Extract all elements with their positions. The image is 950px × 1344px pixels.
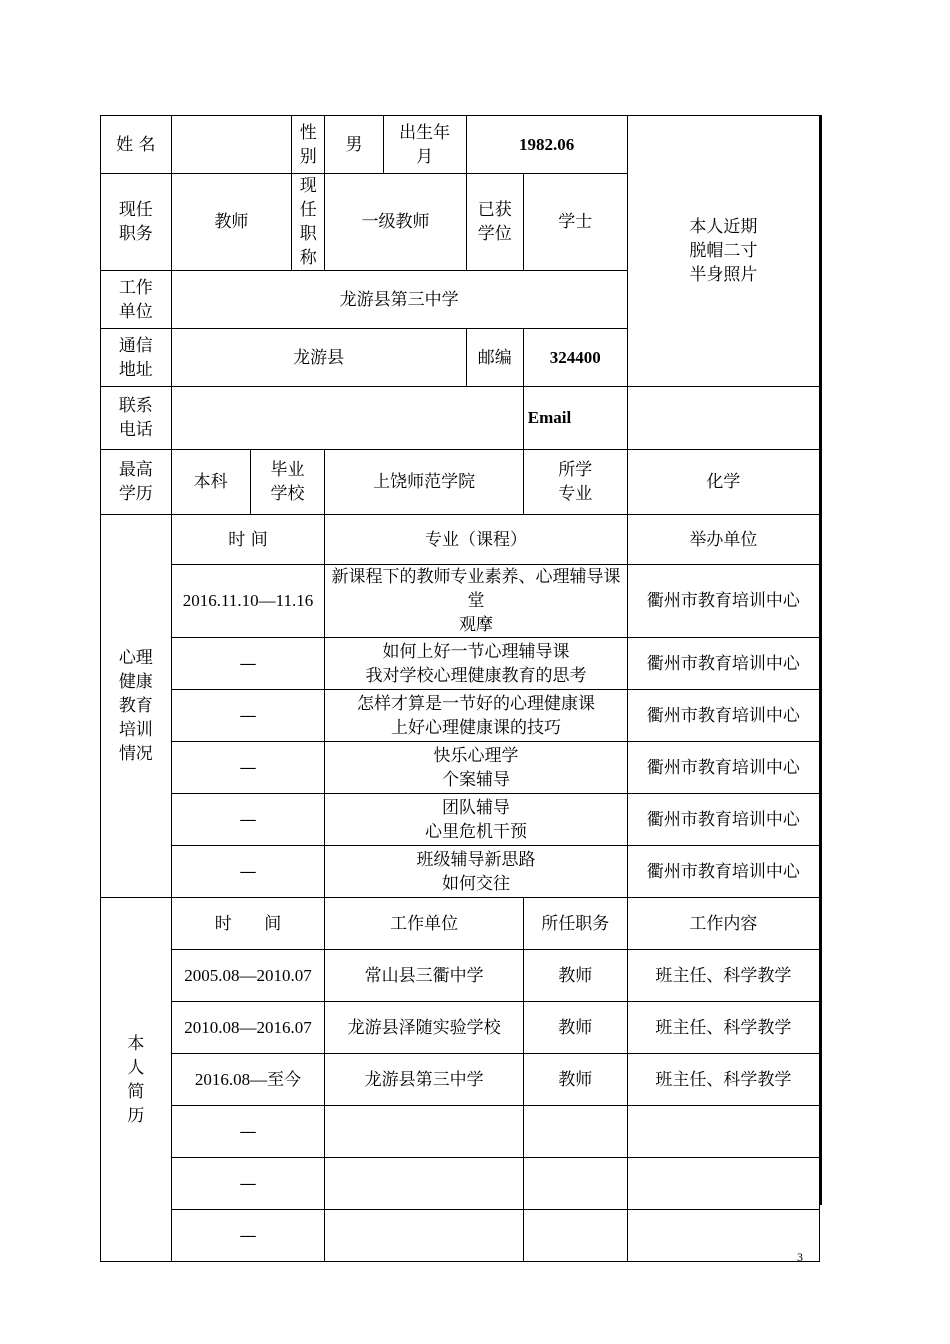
major-label: 所学 专业 <box>523 450 627 515</box>
resume-workplace: 龙游县第三中学 <box>325 1054 523 1106</box>
email-label: Email <box>523 387 627 450</box>
resume-position <box>523 1106 627 1158</box>
table-row <box>101 794 820 846</box>
training-time: — <box>171 846 325 898</box>
birth-label: 出生年 月 <box>383 116 466 174</box>
school-label: 毕业 学校 <box>250 450 325 515</box>
resume-content: 班主任、科学教学 <box>627 950 819 1002</box>
table-row <box>101 1002 820 1054</box>
row-contact <box>101 387 820 450</box>
resume-header-time: 时 间 <box>171 898 325 950</box>
resume-time: — <box>171 1210 325 1262</box>
degree-label: 已获 学位 <box>466 174 523 271</box>
resume-workplace: 常山县三衢中学 <box>325 950 523 1002</box>
training-organizer: 衢州市教育培训中心 <box>627 690 819 742</box>
table-row <box>101 1106 820 1158</box>
training-organizer: 衢州市教育培训中心 <box>627 742 819 794</box>
resume-workplace <box>325 1106 523 1158</box>
training-section-label: 心理 健康 教育 培训 情况 <box>101 515 172 898</box>
row-education <box>101 450 820 515</box>
resume-time: 2016.08—至今 <box>171 1054 325 1106</box>
table-row <box>101 950 820 1002</box>
phone-label: 联系 电话 <box>101 387 172 450</box>
degree-value: 学士 <box>523 174 627 271</box>
school-value: 上饶师范学院 <box>325 450 523 515</box>
birth-value: 1982.06 <box>466 116 627 174</box>
postcode-value: 324400 <box>523 329 627 387</box>
resume-time: — <box>171 1106 325 1158</box>
table-row <box>101 1158 820 1210</box>
training-time: 2016.11.10—11.16 <box>171 565 325 638</box>
training-time: — <box>171 794 325 846</box>
edu-label: 最高 学历 <box>101 450 172 515</box>
training-course: 怎样才算是一节好的心理健康课 上好心理健康课的技巧 <box>325 690 627 742</box>
table-row <box>101 1210 820 1262</box>
address-label: 通信 地址 <box>101 329 172 387</box>
training-organizer: 衢州市教育培训中心 <box>627 794 819 846</box>
resume-workplace <box>325 1210 523 1262</box>
workplace-label: 工作 单位 <box>101 271 172 329</box>
training-organizer: 衢州市教育培训中心 <box>627 565 819 638</box>
resume-content: 班主任、科学教学 <box>627 1002 819 1054</box>
resume-content <box>627 1158 819 1210</box>
gender-label: 性别 <box>292 116 325 174</box>
address-value: 龙游县 <box>171 329 466 387</box>
edu-value: 本科 <box>171 450 250 515</box>
resume-time: 2005.08—2010.07 <box>171 950 325 1002</box>
resume-header-content: 工作内容 <box>627 898 819 950</box>
resume-position: 教师 <box>523 950 627 1002</box>
training-course: 如何上好一节心理辅导课 我对学校心理健康教育的思考 <box>325 638 627 690</box>
position-label: 现任 职务 <box>101 174 172 271</box>
table-row <box>101 690 820 742</box>
resume-position: 教师 <box>523 1002 627 1054</box>
resume-position <box>523 1158 627 1210</box>
photo-placeholder: 本人近期 脱帽二寸 半身照片 <box>627 116 819 387</box>
resume-section-label: 本 人 简 历 <box>101 898 172 1262</box>
resume-workplace: 龙游县泽随实验学校 <box>325 1002 523 1054</box>
resume-time: — <box>171 1158 325 1210</box>
resume-position: 教师 <box>523 1054 627 1106</box>
workplace-value: 龙游县第三中学 <box>171 271 627 329</box>
training-time: — <box>171 638 325 690</box>
table-row <box>101 565 820 638</box>
resume-header-row <box>101 898 820 950</box>
resume-position <box>523 1210 627 1262</box>
training-course: 新课程下的教师专业素养、心理辅导课堂 观摩 <box>325 565 627 638</box>
training-header-course: 专业（课程） <box>325 515 627 565</box>
training-time: — <box>171 690 325 742</box>
training-organizer: 衢州市教育培训中心 <box>627 638 819 690</box>
training-organizer: 衢州市教育培训中心 <box>627 846 819 898</box>
table-row <box>101 846 820 898</box>
title-value: 一级教师 <box>325 174 466 271</box>
training-header-row <box>101 515 820 565</box>
application-form-table <box>100 115 820 1262</box>
major-value: 化学 <box>627 450 819 515</box>
position-value: 教师 <box>171 174 292 271</box>
name-value <box>171 116 292 174</box>
resume-workplace <box>325 1158 523 1210</box>
title-label: 现任 职称 <box>292 174 325 271</box>
training-course: 快乐心理学 个案辅导 <box>325 742 627 794</box>
page-number: 3 <box>797 1250 803 1264</box>
phone-value <box>171 387 523 450</box>
training-course: 班级辅导新思路 如何交往 <box>325 846 627 898</box>
gender-value: 男 <box>325 116 383 174</box>
training-course: 团队辅导 心里危机干预 <box>325 794 627 846</box>
table-row <box>101 1054 820 1106</box>
training-time: — <box>171 742 325 794</box>
resume-content: 班主任、科学教学 <box>627 1054 819 1106</box>
training-header-time: 时 间 <box>171 515 325 565</box>
table-row <box>101 638 820 690</box>
row-name <box>101 116 820 174</box>
postcode-label: 邮编 <box>466 329 523 387</box>
resume-time: 2010.08—2016.07 <box>171 1002 325 1054</box>
resume-header-position: 所任职务 <box>523 898 627 950</box>
resume-header-workplace: 工作单位 <box>325 898 523 950</box>
name-label: 姓 名 <box>101 116 172 174</box>
email-value <box>627 387 819 450</box>
right-border-line <box>820 115 822 1205</box>
resume-content <box>627 1106 819 1158</box>
training-header-organizer: 举办单位 <box>627 515 819 565</box>
resume-content <box>627 1210 819 1262</box>
table-row <box>101 742 820 794</box>
